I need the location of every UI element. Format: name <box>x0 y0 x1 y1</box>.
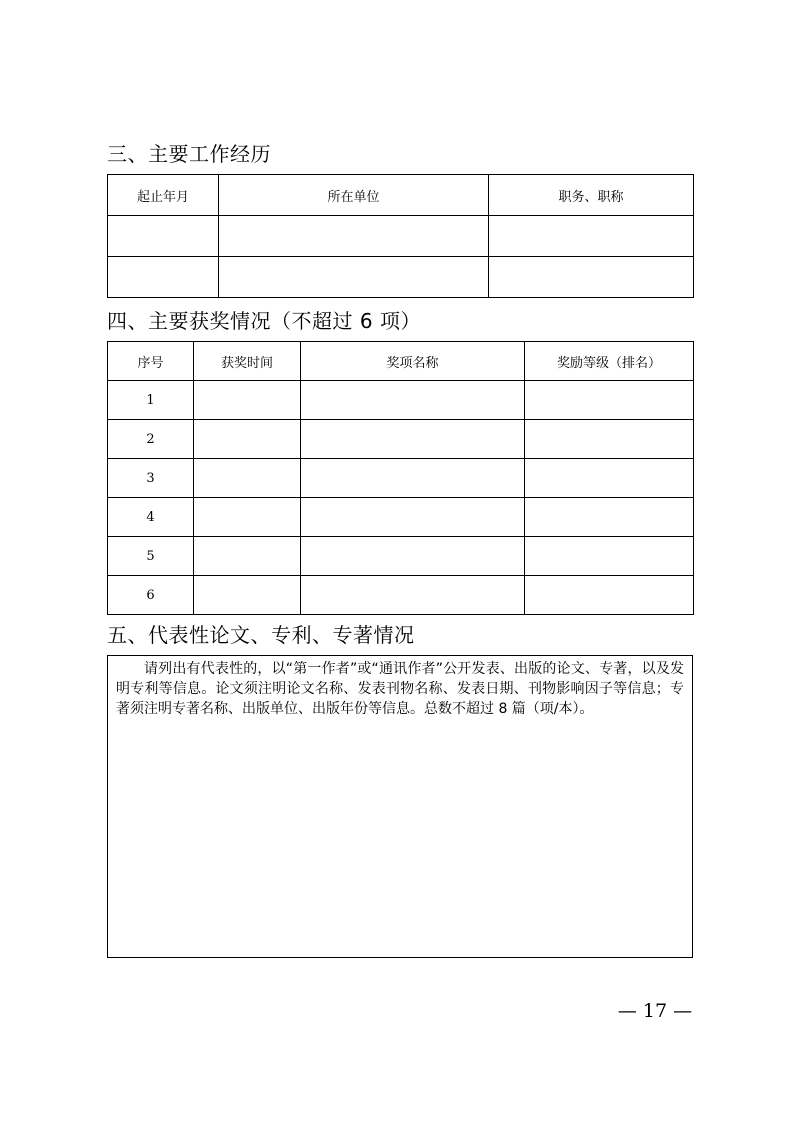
publications-box[interactable] <box>107 655 693 958</box>
table-cell[interactable] <box>194 537 301 576</box>
publications-instructions: 请列出有代表性的，以“第一作者”或“通讯作者”公开发表、出版的论文、专著，以及发明专利等信息。论文须注明论文名称、发表刊物名称、发表日期、刊物影响因子等信息；专著须注明专著名称、出版单位、出版年份等信息。总数不超过 8 篇（项/本）。 <box>116 661 684 717</box>
awards-table <box>107 341 694 615</box>
row-number: 1 <box>108 381 194 420</box>
table-cell[interactable] <box>194 498 301 537</box>
header-cell: 职务、职称 <box>489 175 694 216</box>
table-cell[interactable] <box>194 420 301 459</box>
table-cell[interactable] <box>525 498 694 537</box>
row-number: 5 <box>108 537 194 576</box>
row-number: 3 <box>108 459 194 498</box>
table-cell[interactable] <box>219 216 489 257</box>
table-cell[interactable] <box>108 257 219 298</box>
table-cell[interactable] <box>301 537 525 576</box>
page-number: — 17 — <box>617 1000 693 1022</box>
work-experience-table <box>107 174 694 298</box>
table-cell[interactable] <box>525 576 694 615</box>
table-row <box>108 576 694 615</box>
table-cell[interactable] <box>301 576 525 615</box>
table-cell[interactable] <box>525 459 694 498</box>
table-cell[interactable] <box>301 420 525 459</box>
table-row <box>108 498 694 537</box>
table-cell[interactable] <box>525 381 694 420</box>
table-cell[interactable] <box>194 459 301 498</box>
table-cell[interactable] <box>489 216 694 257</box>
row-number: 6 <box>108 576 194 615</box>
header-cell: 序号 <box>108 342 194 381</box>
table-header-row <box>108 175 694 216</box>
table-header-row <box>108 342 694 381</box>
section3-title: 三、主要工作经历 <box>107 142 271 166</box>
table-cell[interactable] <box>525 537 694 576</box>
header-cell: 获奖时间 <box>194 342 301 381</box>
header-cell: 奖项名称 <box>301 342 525 381</box>
section5-title: 五、代表性论文、专利、专著情况 <box>107 623 415 647</box>
table-cell[interactable] <box>194 381 301 420</box>
table-cell[interactable] <box>301 459 525 498</box>
table-row <box>108 459 694 498</box>
table-row <box>108 537 694 576</box>
table-row <box>108 381 694 420</box>
row-number: 2 <box>108 420 194 459</box>
table-cell[interactable] <box>301 381 525 420</box>
section4-title: 四、主要获奖情况（不超过 6 项） <box>107 309 421 333</box>
table-row <box>108 420 694 459</box>
table-cell[interactable] <box>108 216 219 257</box>
header-cell: 奖励等级（排名） <box>525 342 694 381</box>
table-cell[interactable] <box>301 498 525 537</box>
table-row <box>108 257 694 298</box>
table-cell[interactable] <box>489 257 694 298</box>
row-number: 4 <box>108 498 194 537</box>
table-cell[interactable] <box>525 420 694 459</box>
table-row <box>108 216 694 257</box>
table-cell[interactable] <box>194 576 301 615</box>
header-cell: 起止年月 <box>108 175 219 216</box>
header-cell: 所在单位 <box>219 175 489 216</box>
table-cell[interactable] <box>219 257 489 298</box>
